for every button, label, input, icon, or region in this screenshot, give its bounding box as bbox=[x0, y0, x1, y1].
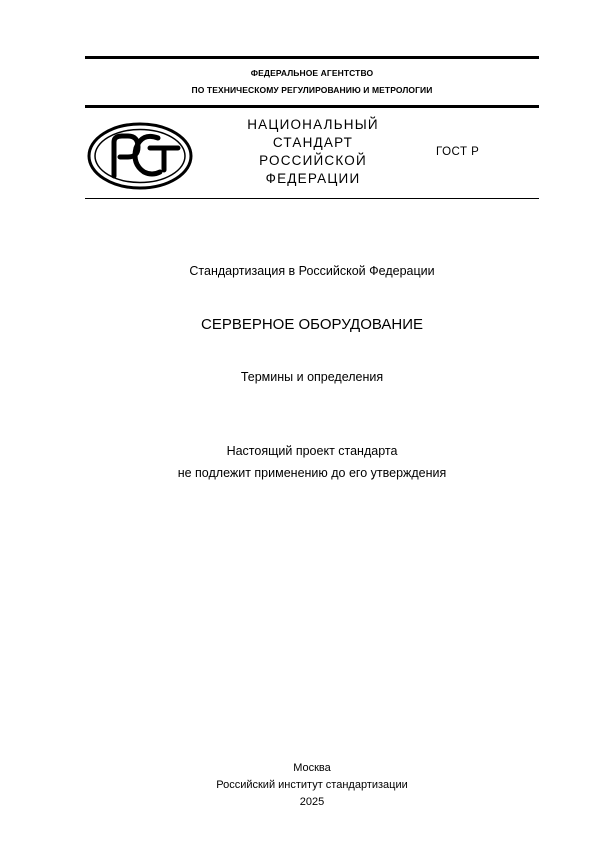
standard-type-line: РОССИЙСКОЙ bbox=[259, 153, 367, 168]
agency-rule bbox=[85, 105, 539, 108]
header-bottom-rule bbox=[85, 198, 539, 199]
draft-note-line2: не подлежит применению до его утверждения bbox=[177, 466, 447, 480]
standard-type-line: ФЕДЕРАЦИИ bbox=[265, 171, 361, 186]
standard-type bbox=[228, 116, 398, 188]
standard-designation: ГОСТ Р bbox=[436, 146, 480, 158]
draft-note bbox=[60, 440, 564, 484]
gost-logo-icon bbox=[86, 120, 194, 192]
standard-series: Стандартизация в Российской Федерации bbox=[189, 264, 435, 278]
standard-type-line: СТАНДАРТ bbox=[272, 135, 354, 150]
document-subtitle: Термины и определения bbox=[240, 370, 384, 384]
document-title: СЕРВЕРНОЕ ОБОРУДОВАНИЕ bbox=[200, 316, 424, 333]
top-rule bbox=[85, 56, 539, 59]
imprint bbox=[60, 760, 564, 811]
imprint-publisher: Российский институт стандартизации bbox=[216, 779, 408, 791]
draft-note-line1: Настоящий проект стандарта bbox=[226, 444, 398, 458]
agency-name-line2: ПО ТЕХНИЧЕСКОМУ РЕГУЛИРОВАНИЮ И МЕТРОЛОГИИ bbox=[191, 85, 433, 95]
standard-type-line: НАЦИОНАЛЬНЫЙ bbox=[247, 117, 379, 132]
agency-name-line1: ФЕДЕРАЛЬНОЕ АГЕНТСТВО bbox=[250, 68, 374, 78]
imprint-city: Москва bbox=[293, 762, 331, 774]
imprint-year: 2025 bbox=[299, 796, 325, 808]
